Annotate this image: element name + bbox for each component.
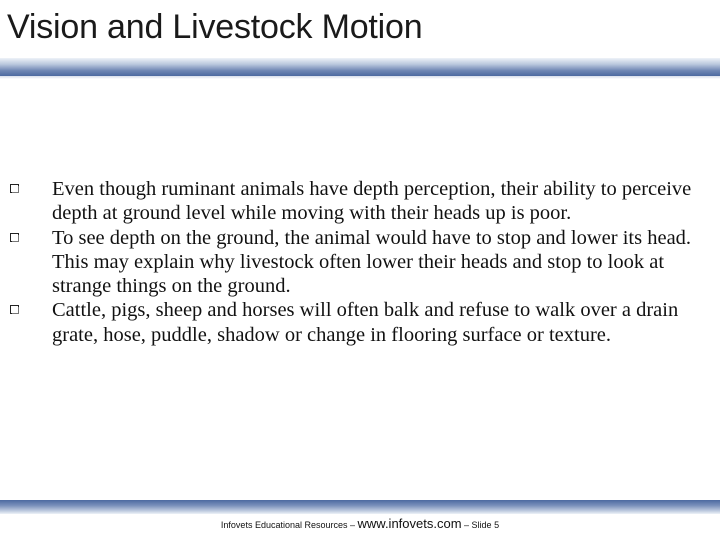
header-band-shadow — [0, 76, 720, 79]
square-bullet-icon — [10, 305, 19, 314]
slide-title: Vision and Livestock Motion — [7, 8, 423, 46]
footer-slide-number: – Slide 5 — [461, 520, 500, 530]
bullet-text: Even though ruminant animals have depth perception, their ability to perceive depth at ground level while moving with their heads up is poor. — [52, 178, 692, 225]
footer-prefix: Infovets Educational Resources – — [220, 520, 358, 530]
bullet-item — [52, 177, 702, 226]
bullet-item — [52, 226, 702, 299]
bullet-item — [52, 298, 702, 347]
bullet-text: To see depth on the ground, the animal would have to stop and lower its head. This may explain why livestock often lower their heads and stop to look at strange things on the ground. — [52, 226, 692, 298]
square-bullet-icon — [10, 184, 19, 193]
square-bullet-icon — [10, 233, 19, 242]
footer-gradient-band — [0, 500, 720, 514]
bullet-text: Cattle, pigs, sheep and horses will often balk and refuse to walk over a drain grate, hose, puddle, shadow or change in flooring surface or texture. — [52, 299, 679, 346]
footer-url: www.infovets.com — [357, 516, 462, 531]
bullet-list — [52, 177, 702, 347]
slide-footer — [0, 516, 720, 531]
header-gradient-band — [0, 58, 720, 76]
